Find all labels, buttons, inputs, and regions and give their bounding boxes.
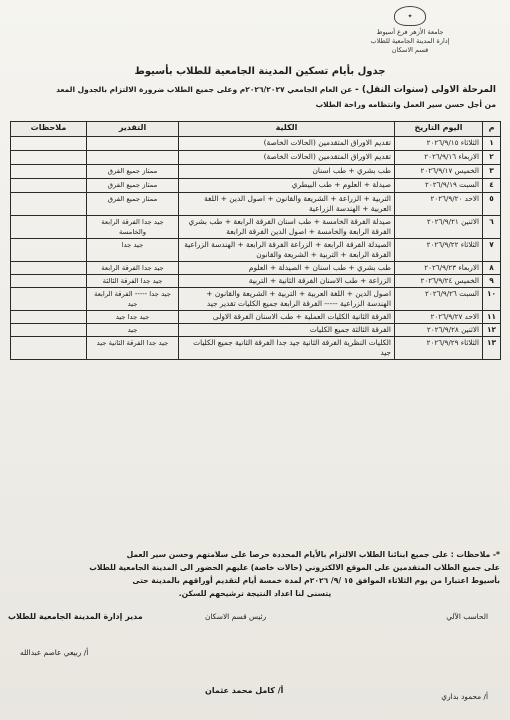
signature-name-left: أ/ ربيعي عاصم عبدالله xyxy=(20,648,89,657)
subtitle-text: عن العام الجامعي ٢٠٢٦/٢٠٢٧م وعلى جميع الطلاب ضرورة الالتزام بالجدول المعد xyxy=(56,85,353,94)
row-notes xyxy=(11,337,87,360)
row-date: الخميس ٢٠٢٦/٩/٢٤ xyxy=(395,275,483,288)
signature-housing-head-title: رئيس قسم الاسكان xyxy=(205,612,267,621)
table-row xyxy=(11,151,501,165)
signature-name-center: أ/ كامل محمد عثمان xyxy=(205,686,284,695)
row-num: ١٢ xyxy=(483,324,501,337)
table-row xyxy=(11,216,501,239)
table-row xyxy=(11,262,501,275)
row-notes xyxy=(11,193,87,216)
row-grade: جيد جدا جيد xyxy=(87,311,179,324)
notes-section xyxy=(10,548,500,600)
row-date: السبت ٢٠٢٦/٩/١٩ xyxy=(395,179,483,193)
subtitle-line-2: من أجل حسن سير العمل وانتظامه وراحة الطلاب xyxy=(315,100,496,109)
note-line-3: بأسيوط اعتبارا من يوم الثلاثاء الموافق ١٥ /٩/ ٢٠٢٦م لمدة خمسة أيام لتقديم أوراقهم بالمدينة حتى xyxy=(132,576,500,585)
row-college: تقديم الاوراق المتقدمين (الحالات الخاصة) xyxy=(179,151,395,165)
row-grade: جيد جدا xyxy=(87,239,179,262)
institution-header xyxy=(355,6,465,55)
table-row xyxy=(11,337,501,360)
row-college: طب بشري + طب اسنان + الصيدلة + العلوم xyxy=(179,262,395,275)
row-notes xyxy=(11,151,87,165)
row-num: ٤ xyxy=(483,179,501,193)
row-date: الاحد ٢٠٢٦/٩/٢٠ xyxy=(395,193,483,216)
row-grade: جيد جدا الفرقة الثانية جيد xyxy=(87,337,179,360)
header-line-1: جامعة الأزهر فرع أسيوط xyxy=(376,28,444,36)
row-num: ٧ xyxy=(483,239,501,262)
note-line-1: *- ملاحظات : على جميع ابنائنا الطلاب الالتزام بالأيام المحددة حرصا على سلامتهم وحسن سير العمل xyxy=(126,550,500,559)
row-date: الثلاثاء ٢٠٢٦/٩/٢٩ xyxy=(395,337,483,360)
row-grade: جيد جدا الفرقة الرابعة xyxy=(87,262,179,275)
row-date: الاربعاء ٢٠٢٦/٩/١٦ xyxy=(395,151,483,165)
row-college: التربية + الزراعة + الشريعة والقانون + اصول الدين + اللغة العربية + الهندسة الزراعية xyxy=(179,193,395,216)
row-date: الخميس ٢٠٢٦/٩/١٧ xyxy=(395,165,483,179)
table-row xyxy=(11,324,501,337)
table-row xyxy=(11,311,501,324)
row-grade: جيد جدا الفرقة الرابعة والخامسة xyxy=(87,216,179,239)
row-notes xyxy=(11,324,87,337)
table-row xyxy=(11,165,501,179)
row-notes xyxy=(11,239,87,262)
row-num: ١٠ xyxy=(483,288,501,311)
row-num: ١٣ xyxy=(483,337,501,360)
row-grade xyxy=(87,151,179,165)
table-row xyxy=(11,288,501,311)
table-row xyxy=(11,275,501,288)
row-college: صيدلة الفرقة الخامسة + طب اسنان الفرقة الرابعة + طب بشري الفرقة الرابعة والخامسة + اصول الدين الفرقة الرابعة xyxy=(179,216,395,239)
row-notes xyxy=(11,137,87,151)
row-num: ٥ xyxy=(483,193,501,216)
header-college: الكلية xyxy=(179,122,395,137)
row-grade: جيد جدا الفرقة الثالثة xyxy=(87,275,179,288)
row-grade: ممتاز جميع الفرق xyxy=(87,165,179,179)
row-college: اصول الدين + اللغة العربية + التربية + الشريعة والقانون + الهندسة الزراعية ----- الفرقة الرابعة جميع الكليات تقدير جيد xyxy=(179,288,395,311)
row-num: ٦ xyxy=(483,216,501,239)
signature-computer-title: الحاسب الآلي xyxy=(446,612,488,621)
row-date: الاحد ٢٠٢٦/٩/٢٧ xyxy=(395,311,483,324)
table-header-row xyxy=(11,122,501,137)
row-college: طب بشري + طب اسنان xyxy=(179,165,395,179)
row-grade: ممتاز جميع الفرق xyxy=(87,193,179,216)
signature-name-right: أ/ محمود بداري xyxy=(441,692,488,701)
university-seal-icon: ✦ xyxy=(394,6,426,26)
signature-director-title: مدير إدارة المدينة الجامعية للطلاب xyxy=(8,612,143,621)
note-line-2: على جميع الطلاب المتقدمين على الموقع الالكتروني (حالات خاصة) عليهم الحضور الى المدينة الجامعية للطلاب xyxy=(89,563,500,572)
row-college: الزراعة + طب الاسنان الفرقة الثانية + التربية xyxy=(179,275,395,288)
row-college: صيدلة + العلوم + طب البيطري xyxy=(179,179,395,193)
row-notes xyxy=(11,165,87,179)
row-num: ٣ xyxy=(483,165,501,179)
table-row xyxy=(11,193,501,216)
header-line-3: قسم الاسكان xyxy=(391,46,429,54)
note-line-4: يتسنى لنا اعداد النتيجة ترشيحهم للسكن. xyxy=(178,589,332,598)
row-college: الصيدلة الفرقة الرابعة + الزراعة الفرقة الرابعة + الهندسة الزراعية الفرقة الرابعة + التربية + الشريعة والقانون xyxy=(179,239,395,262)
row-grade: ممتاز جميع الفرق xyxy=(87,179,179,193)
row-college: الكليات النظرية الفرقة الثانية جيد جدا الفرقة الثانية جميع الكليات جيد xyxy=(179,337,395,360)
row-num: ٢ xyxy=(483,151,501,165)
row-grade xyxy=(87,137,179,151)
table-row xyxy=(11,137,501,151)
row-notes xyxy=(11,262,87,275)
phase-label: المرحلة الاولى (سنوات النقل) - xyxy=(354,85,496,95)
row-num: ١١ xyxy=(483,311,501,324)
row-date: الثلاثاء ٢٠٢٦/٩/١٥ xyxy=(395,137,483,151)
header-num: م xyxy=(483,122,501,137)
row-date: السبت ٢٠٢٦/٩/٢٦ xyxy=(395,288,483,311)
table-row xyxy=(11,239,501,262)
row-date: الثلاثاء ٢٠٢٦/٩/٢٢ xyxy=(395,239,483,262)
row-notes xyxy=(11,288,87,311)
page-title: جدول بأيام تسكين المدينة الجامعية للطلاب بأسيوط xyxy=(134,66,386,77)
row-notes xyxy=(11,311,87,324)
row-college: تقديم الاوراق المتقدمين (الحالات الخاصة) xyxy=(179,137,395,151)
table-row xyxy=(11,179,501,193)
header-notes: ملاحظات xyxy=(11,122,87,137)
row-college: الفرقة الثالثة جميع الكليات xyxy=(179,324,395,337)
row-date: الاربعاء ٢٠٢٦/٩/٢٣ xyxy=(395,262,483,275)
header-date: اليوم التاريخ xyxy=(395,122,483,137)
row-college: الفرقة الثانية الكليات العملية + طب الاسنان الفرقة الاولى xyxy=(179,311,395,324)
row-notes xyxy=(11,216,87,239)
row-num: ٩ xyxy=(483,275,501,288)
row-date: الاثنين ٢٠٢٦/٩/٢١ xyxy=(395,216,483,239)
header-line-2: إدارة المدينة الجامعية للطلاب xyxy=(370,37,450,45)
row-grade: جيد xyxy=(87,324,179,337)
subtitle-line-1 xyxy=(12,84,496,96)
row-num: ١ xyxy=(483,137,501,151)
row-grade: جيد جدا ----- الفرقة الرابعة جيد xyxy=(87,288,179,311)
schedule-table xyxy=(10,121,501,360)
row-date: الاثنين ٢٠٢٦/٩/٢٨ xyxy=(395,324,483,337)
row-num: ٨ xyxy=(483,262,501,275)
row-notes xyxy=(11,275,87,288)
row-notes xyxy=(11,179,87,193)
header-grade: التقدير xyxy=(87,122,179,137)
